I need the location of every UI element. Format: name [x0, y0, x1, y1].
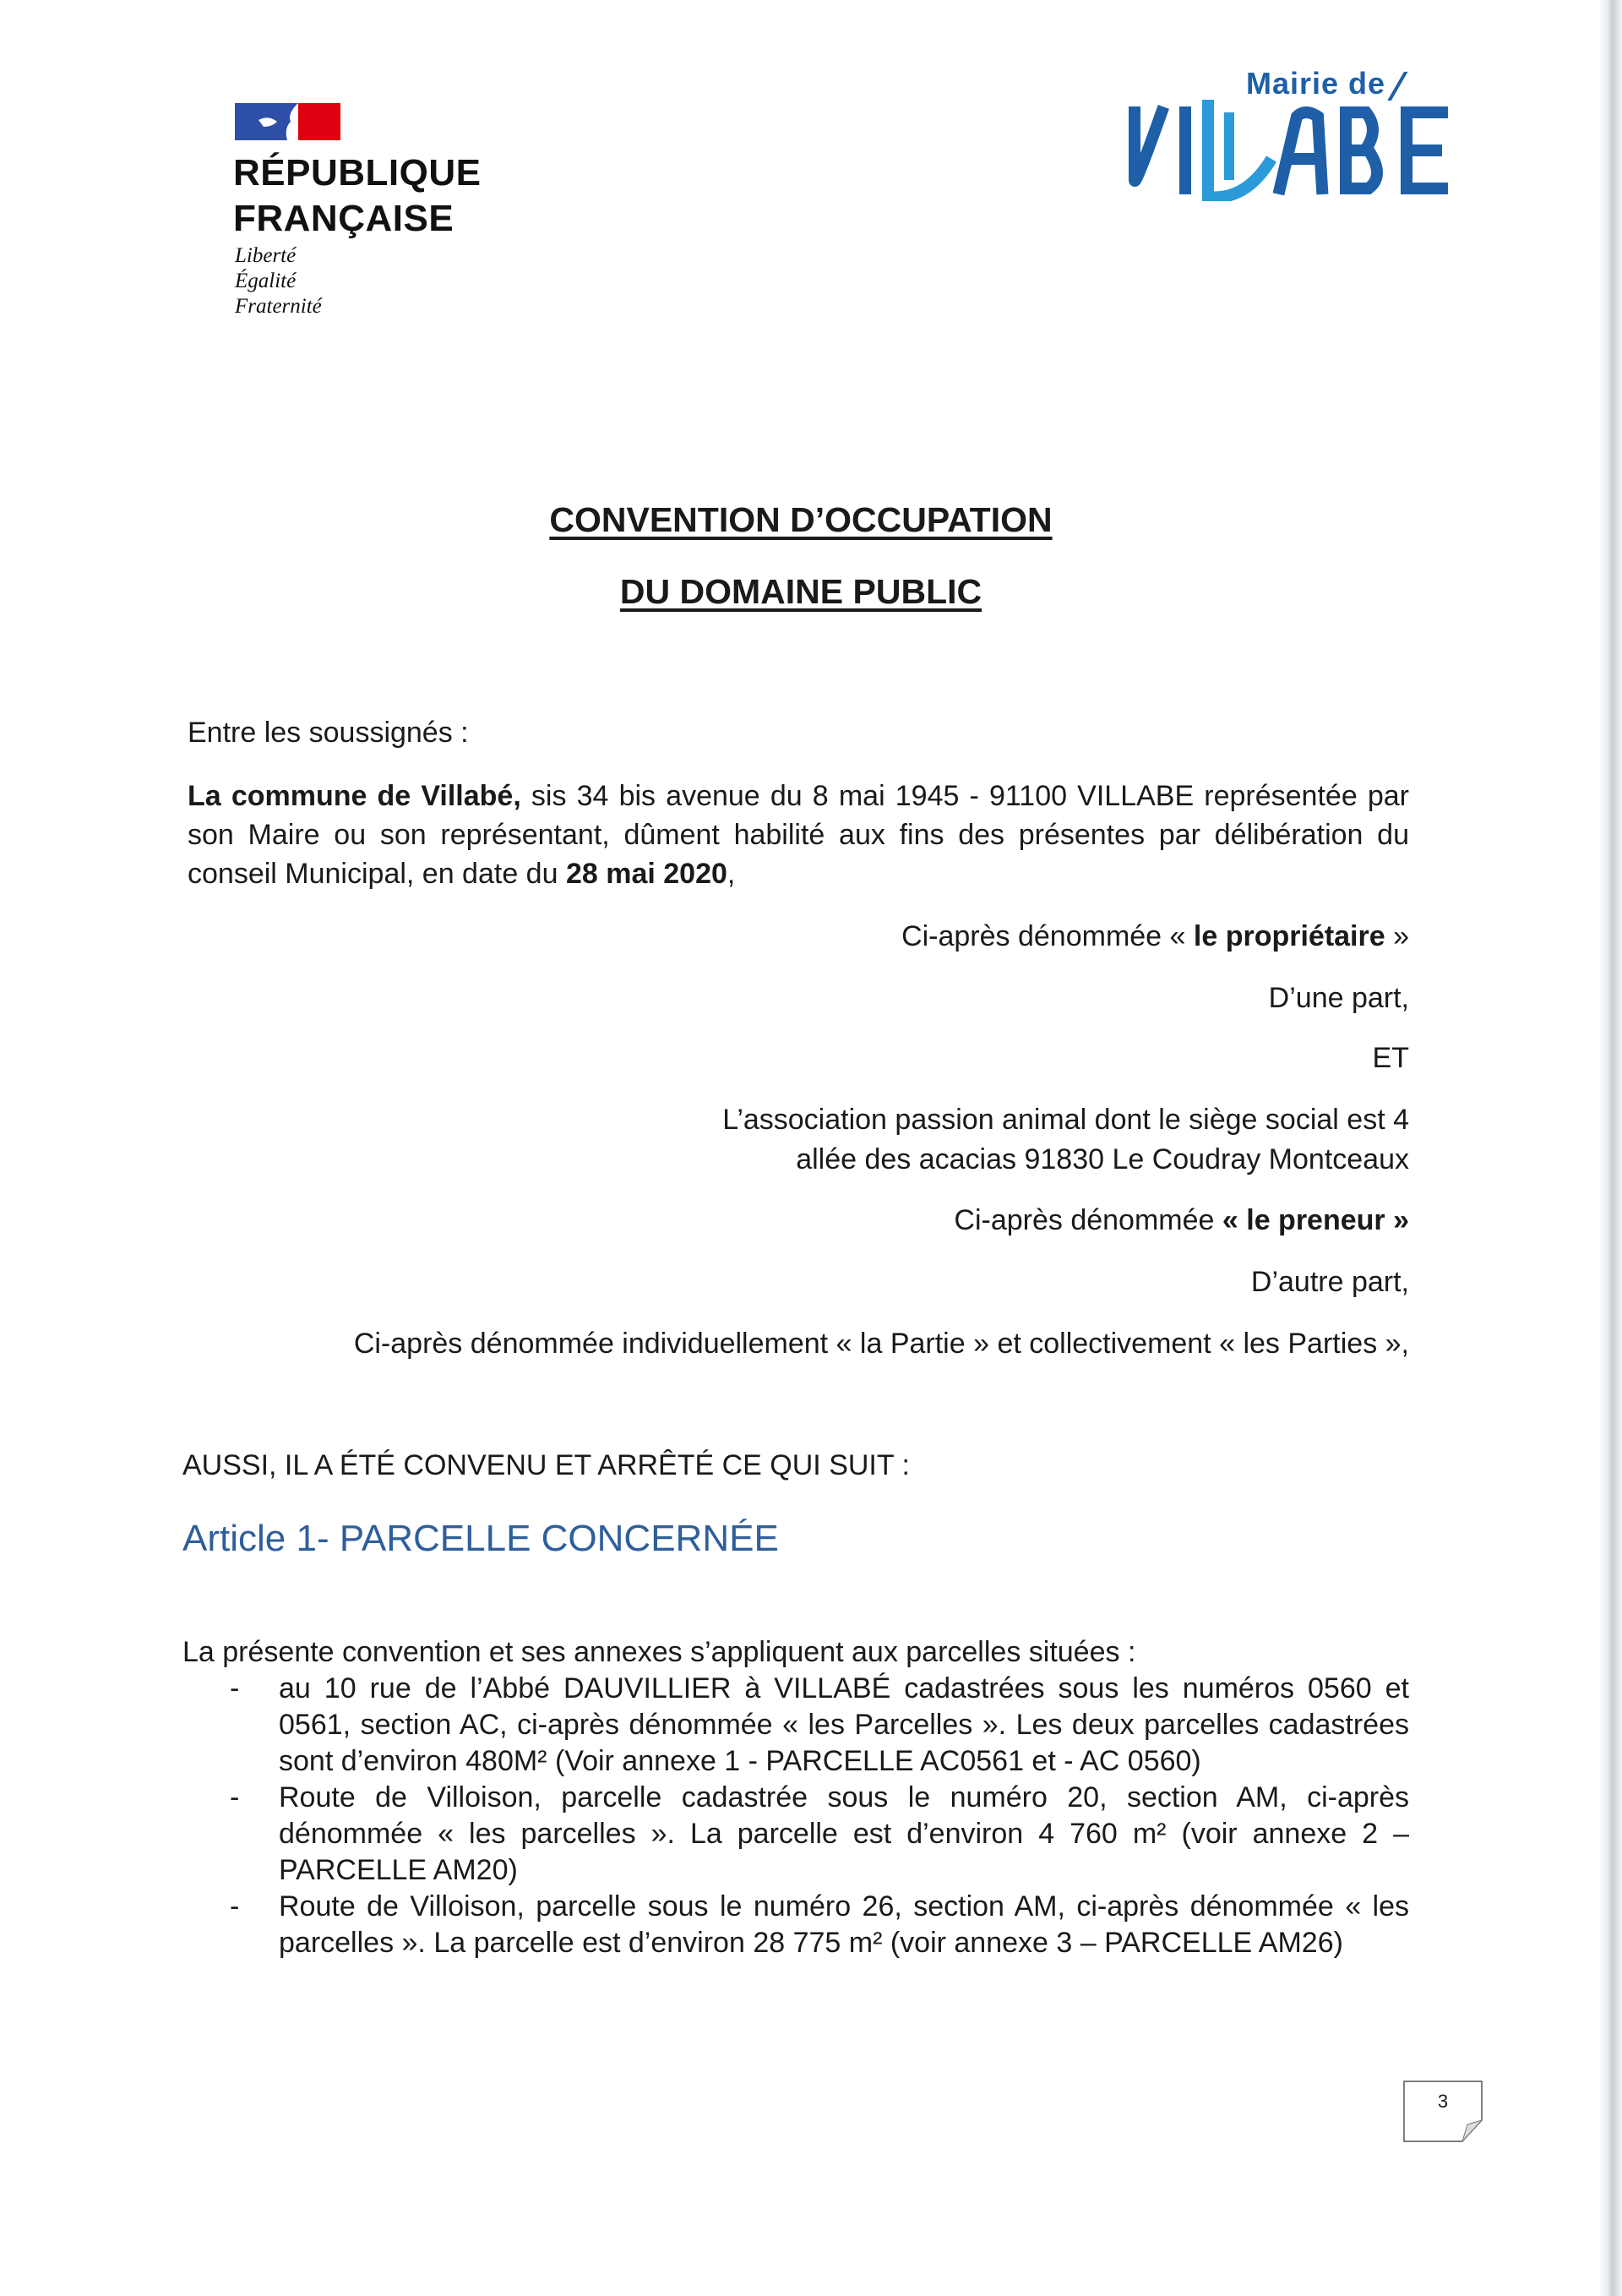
- rf-line2: FRANÇAISE: [233, 198, 454, 239]
- page-number-box: [1403, 2081, 1483, 2142]
- page-number: 3: [1437, 2091, 1449, 2112]
- article1-intro: La présente convention et ses annexes s’appliquent aux parcelles situées :: [182, 1636, 1136, 1668]
- republique-francaise-label: [233, 150, 481, 242]
- taker-designation: Ci-après dénommée « le preneur »: [954, 1204, 1409, 1236]
- association-line2: allée des acacias 91830 Le Coudray Montceaux: [796, 1143, 1409, 1175]
- commune-paragraph: La commune de Villabé, sis 34 bis avenue du 8 mai 1945 - 91100 VILLABE représentée par son Maire ou son représentant, dûment habilité aux fins des présentes par délibération du conseil Municipal, en date du 28 mai 2020,: [188, 780, 1410, 890]
- rf-line1: RÉPUBLIQUE: [233, 152, 482, 194]
- republic-motto: [235, 243, 322, 319]
- association-line1: L’association passion animal dont le siège social est 4: [722, 1104, 1409, 1136]
- one-part: D’une part,: [1268, 982, 1409, 1014]
- scan-edge: [1598, 0, 1622, 2296]
- list-item: - Route de Villoison, parcelle cadastrée sous le numéro 20, section AM, ci-après dénommée « les parcelles ». La parcelle est d’environ 4 760 m² (voir annexe 2 – PARCELLE AM20): [230, 1781, 1409, 1886]
- agreed-statement: AUSSI, IL A ÉTÉ CONVENU ET ARRÊTÉ CE QUI SUIT :: [182, 1449, 910, 1481]
- villabe-logo: [1128, 100, 1457, 201]
- title-line1: CONVENTION D’OCCUPATION: [549, 500, 1053, 539]
- list-item: - Route de Villoison, parcelle sous le numéro 26, section AM, ci-après dénommée « les parcelles ». La parcelle est d’environ 28 775 m² (voir annexe 3 – PARCELLE AM26): [230, 1890, 1409, 1959]
- article1-heading: Article 1- PARCELLE CONCERNÉE: [182, 1518, 779, 1559]
- et-label: ET: [1372, 1042, 1409, 1074]
- motto-fraternite: Fraternité: [235, 295, 322, 318]
- article1-body: [182, 1634, 1409, 1961]
- owner-designation: Ci-après dénommée « le propriétaire »: [901, 920, 1409, 952]
- motto-egalite: Égalité: [235, 270, 297, 292]
- list-item: - au 10 rue de l’Abbé DAUVILLIER à VILLABÉ cadastrées sous les numéros 0560 et 0561, section AC, ci-après dénommée « les Parcelles ». Les deux parcelles cadastrées sont d’environ 480M² (Voir annexe 1 - PARCELLE AC0561 et - AC 0560): [230, 1672, 1409, 1777]
- title-line2: DU DOMAINE PUBLIC: [619, 572, 982, 611]
- collective-designation: Ci-après dénommée individuellement « la Partie » et collectivement « les Parties »,: [353, 1328, 1409, 1360]
- mairie-de-label: Mairie de |: [1246, 66, 1415, 101]
- other-part: D’autre part,: [1250, 1266, 1409, 1298]
- between-undersigned: Entre les soussignés :: [188, 717, 469, 749]
- motto-liberte: Liberté: [235, 244, 297, 267]
- marianne-flag-logo: [235, 103, 340, 140]
